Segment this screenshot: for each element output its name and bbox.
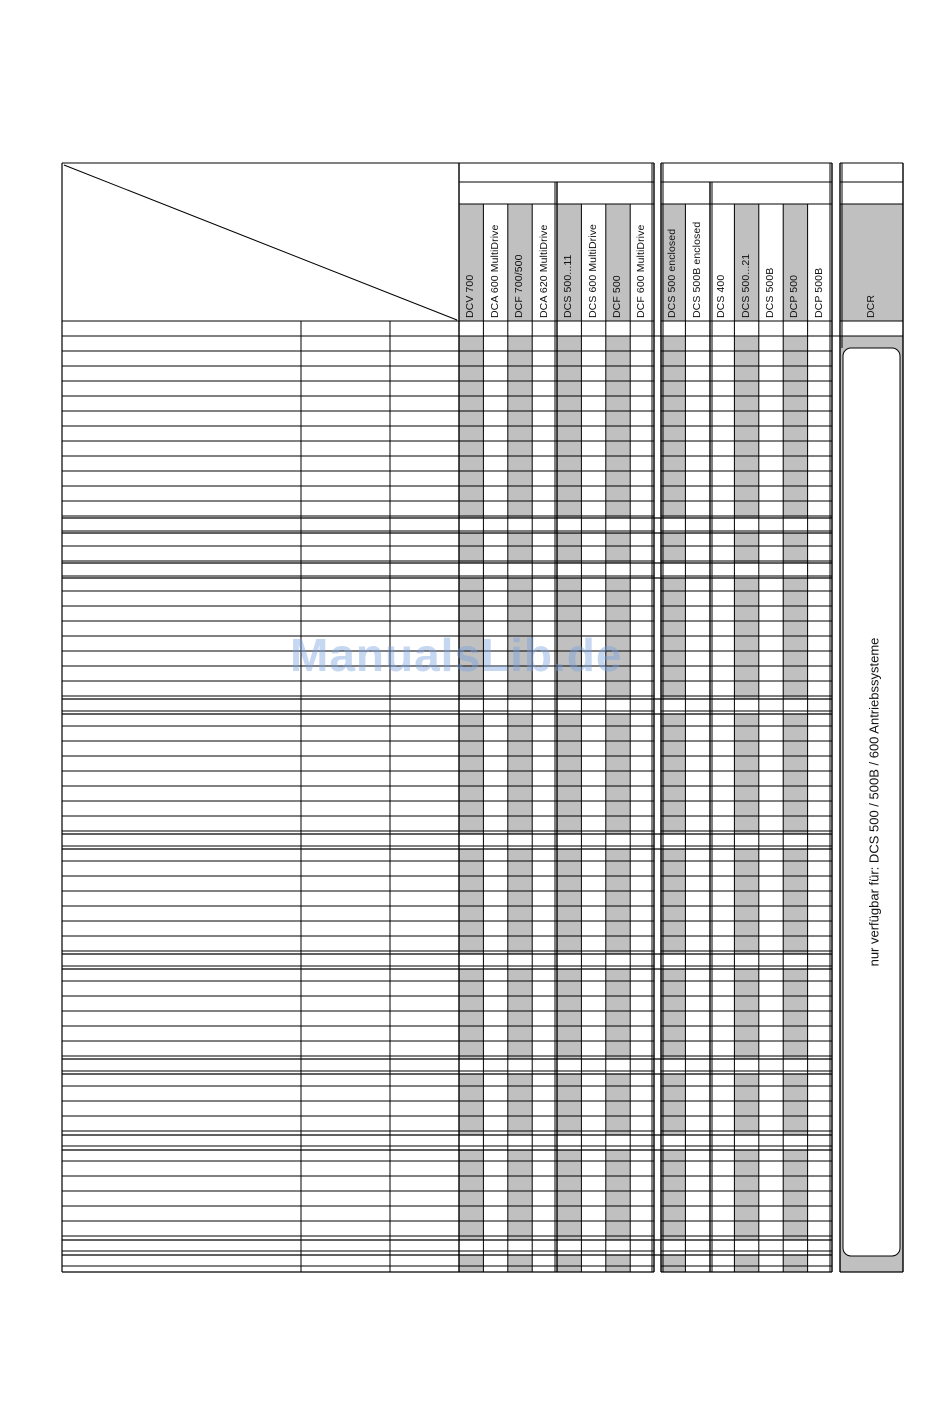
group-2-column-shade bbox=[661, 1255, 685, 1272]
group-1-column-shade bbox=[508, 969, 532, 1059]
group-2-column-shade bbox=[734, 1150, 758, 1240]
group-1-column-shade bbox=[459, 849, 483, 954]
group-1-column-shade bbox=[508, 1074, 532, 1135]
group-2-column-header: DCS 500...21 bbox=[739, 253, 752, 318]
group-1-column-shade bbox=[606, 969, 630, 1059]
header-diagonal bbox=[64, 165, 457, 320]
group-1-column-shade bbox=[557, 1255, 581, 1272]
group-1-column-header: DCS 500...11 bbox=[562, 254, 575, 318]
group-2-column-header: DCP 500 bbox=[788, 274, 801, 318]
group-1-column-shade bbox=[459, 336, 483, 518]
group-2-column-shade bbox=[661, 336, 685, 518]
group-1-column-shade bbox=[508, 1150, 532, 1240]
group-1-column-shade bbox=[557, 1150, 581, 1240]
group-2-column-shade bbox=[734, 969, 758, 1059]
group-1-column-shade bbox=[606, 849, 630, 954]
group-2-column-shade bbox=[783, 969, 807, 1059]
group-2-column-header: DCS 500B enclosed bbox=[690, 221, 703, 318]
group-2-column-header: DCS 500 enclosed bbox=[666, 228, 679, 318]
group-2-column-shade bbox=[783, 336, 807, 518]
group-2-column-header: DCP 500B bbox=[812, 267, 825, 318]
group-2-column-shade bbox=[661, 1150, 685, 1240]
group-1-column-shade bbox=[606, 1150, 630, 1240]
group-1-column-shade bbox=[459, 1074, 483, 1135]
dcr-availability-note: nur verfügbar für: DCS 500 / 500B / 600 Antriebssysteme bbox=[866, 637, 882, 967]
group-1-column-header: DCS 600 MultiDrive bbox=[586, 224, 599, 318]
group-2-column-shade bbox=[734, 336, 758, 518]
group-1-column-shade bbox=[459, 1150, 483, 1240]
group-1-column-shade bbox=[508, 533, 532, 563]
watermark: ManualsLib.de bbox=[290, 629, 623, 681]
group-2-column-shade bbox=[734, 533, 758, 563]
group-2-column-shade bbox=[661, 849, 685, 954]
group-1-column-shade bbox=[508, 336, 532, 518]
group-1-column-shade bbox=[508, 849, 532, 954]
group-1-column-shade bbox=[459, 533, 483, 563]
group-2-column-shade bbox=[734, 1074, 758, 1135]
group-1-column-shade bbox=[606, 533, 630, 563]
group-2-column-header: DCS 400 bbox=[715, 274, 728, 318]
group-1-column-header: DCA 600 MultiDrive bbox=[488, 224, 501, 318]
group-1-column-shade bbox=[557, 969, 581, 1059]
group-1-column-shade bbox=[557, 1074, 581, 1135]
group-2-column-header: DCS 500B bbox=[764, 267, 776, 318]
group-2-column-shade bbox=[783, 1074, 807, 1135]
group-2-column-shade bbox=[783, 1150, 807, 1240]
group-2-column-shade bbox=[734, 1255, 758, 1272]
group-1-column-header: DCV 700 bbox=[464, 274, 477, 318]
group-2-column-shade bbox=[783, 1255, 807, 1272]
group-1-column-header: DCF 600 MultiDrive bbox=[635, 224, 648, 318]
group-2-column-shade bbox=[661, 533, 685, 563]
group-1-column-shade bbox=[508, 1255, 532, 1272]
group-1-column-shade bbox=[557, 533, 581, 563]
group-3-column-header: DCR bbox=[864, 294, 877, 318]
group-2-column-shade bbox=[783, 533, 807, 563]
group-1-column-header: DCA 620 MultiDrive bbox=[537, 224, 550, 318]
group-1-column-shade bbox=[606, 1255, 630, 1272]
group-1-column-header: DCF 700/500 bbox=[513, 254, 525, 318]
group-2-column-shade bbox=[661, 1074, 685, 1135]
group-2-column-shade bbox=[661, 969, 685, 1059]
group-1-column-header: DCF 500 bbox=[611, 275, 623, 318]
group-1-column-shade bbox=[606, 336, 630, 518]
group-1-column-shade bbox=[459, 969, 483, 1059]
group-2-column-shade bbox=[734, 849, 758, 954]
group-1-column-shade bbox=[557, 849, 581, 954]
group-1-column-shade bbox=[459, 1255, 483, 1272]
group-2-column-shade bbox=[783, 849, 807, 954]
group-1-column-shade bbox=[557, 336, 581, 518]
group-1-column-shade bbox=[606, 1074, 630, 1135]
